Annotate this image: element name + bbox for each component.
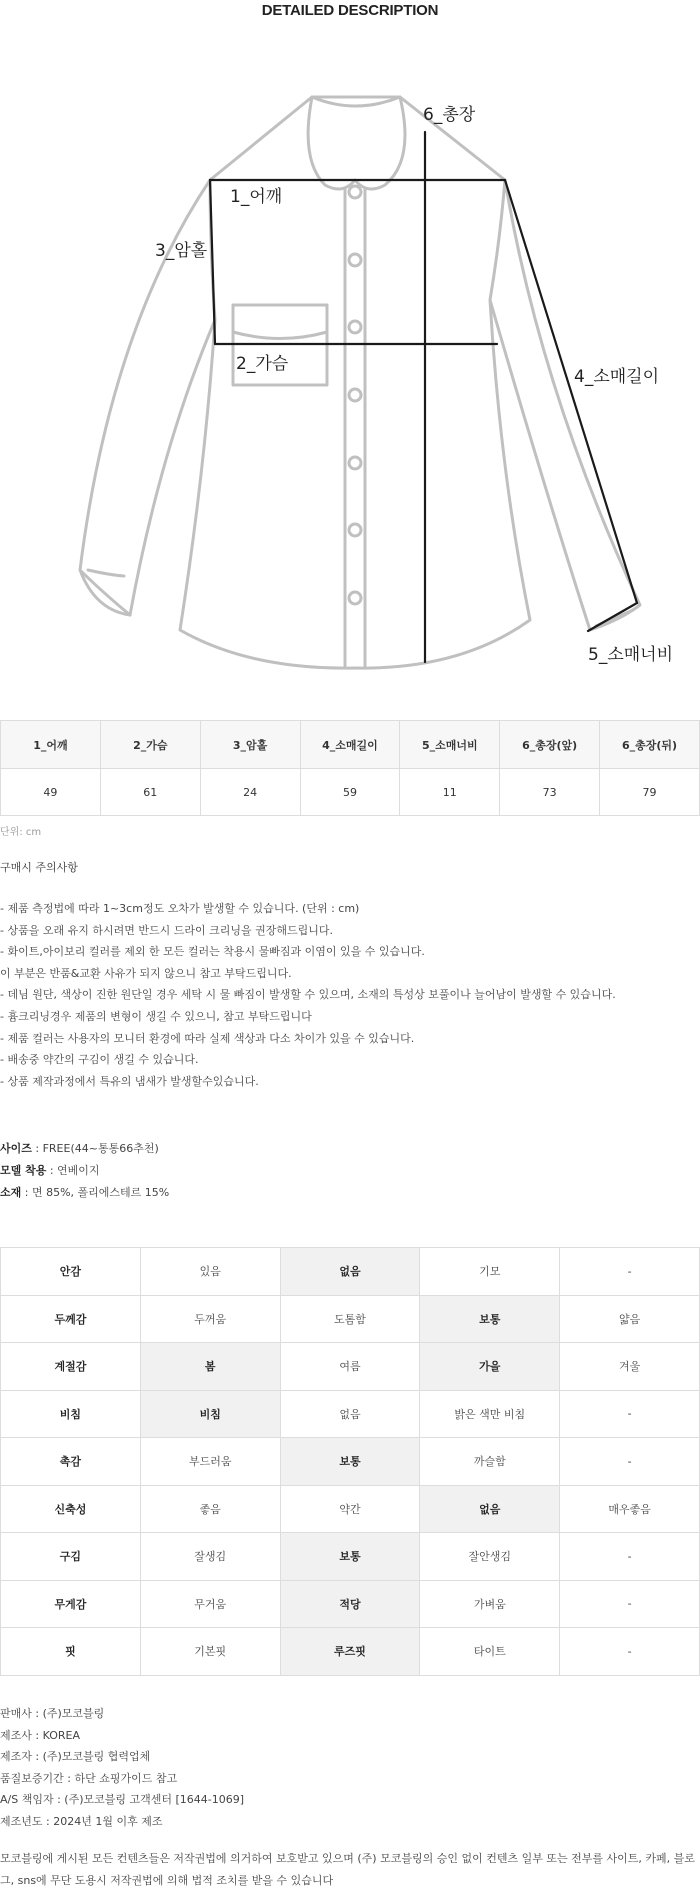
shirt-measurement-diagram (0, 70, 700, 690)
spec-material: 소재 : 면 85%, 폴리에스테르 15% (0, 1186, 170, 1199)
attribute-option: 타이트 (420, 1628, 560, 1676)
attribute-option: 기본핏 (140, 1628, 280, 1676)
attribute-option: 잘생김 (140, 1533, 280, 1581)
size-header: 6_총장(뒤) (600, 721, 700, 769)
care-note: - 제품 컬러는 사용자의 모니터 환경에 따라 실제 색상과 다소 차이가 있을 수 있습니다. (0, 1031, 415, 1045)
measure-line-sleeve-width (588, 603, 637, 631)
label-armhole: 3_암홀 (155, 241, 208, 261)
attribute-option: 기모 (420, 1248, 560, 1296)
size-header: 2_가슴 (100, 721, 200, 769)
attribute-option: 보통 (280, 1533, 420, 1581)
attribute-option: 봄 (140, 1343, 280, 1391)
spec-model: 모델 착용 : 연베이지 (0, 1164, 100, 1177)
size-table-value-row (1, 769, 700, 816)
size-value: 24 (200, 769, 300, 816)
attribute-option: 가을 (420, 1343, 560, 1391)
attribute-option: 겨울 (560, 1343, 700, 1391)
attribute-row (1, 1438, 700, 1486)
size-header: 1_어깨 (1, 721, 101, 769)
label-total-length: 6_총장 (423, 105, 476, 125)
attribute-option: - (560, 1438, 700, 1486)
attribute-row (1, 1628, 700, 1676)
attribute-option: 밝은 색만 비침 (420, 1390, 560, 1438)
care-note: - 데님 원단, 색상이 진한 원단일 경우 세탁 시 물 빠짐이 발생할 수 있으며, 소재의 특성상 보풀이나 늘어남이 발생할 수 있습니다. (0, 988, 616, 1002)
attribute-option: 좋음 (140, 1485, 280, 1533)
attribute-option: 비침 (140, 1390, 280, 1438)
size-header: 4_소매길이 (300, 721, 400, 769)
attribute-option: - (560, 1580, 700, 1628)
attribute-option: 없음 (280, 1248, 420, 1296)
size-header: 3_암홀 (200, 721, 300, 769)
care-note: - 배송중 약간의 구김이 생길 수 있습니다. (0, 1053, 199, 1067)
attribute-label: 두께감 (1, 1295, 141, 1343)
attribute-option: 두꺼움 (140, 1295, 280, 1343)
attribute-row (1, 1533, 700, 1581)
button (349, 321, 361, 333)
attribute-option: - (560, 1533, 700, 1581)
attribute-label: 무게감 (1, 1580, 141, 1628)
attribute-option: 여름 (280, 1343, 420, 1391)
button (349, 524, 361, 536)
attribute-option: 약간 (280, 1485, 420, 1533)
size-value: 79 (600, 769, 700, 816)
button (349, 389, 361, 401)
label-sleeve-width: 5_소매너비 (588, 645, 674, 665)
spec-size: 사이즈 : FREE(44~통통66추천) (0, 1142, 159, 1155)
product-spec (0, 1138, 169, 1204)
attribute-option: 있음 (140, 1248, 280, 1296)
button (349, 457, 361, 469)
care-note: - 상품 제작과정에서 특유의 냄새가 발생할수있습니다. (0, 1074, 259, 1088)
size-value: 73 (500, 769, 600, 816)
attribute-option: 보통 (420, 1295, 560, 1343)
maker-info (0, 1703, 244, 1833)
attribute-option: 적당 (280, 1580, 420, 1628)
label-sleeve-length: 4_소매길이 (574, 367, 660, 387)
attribute-option: 가벼움 (420, 1580, 560, 1628)
right-sleeve (490, 180, 640, 630)
maker-line: 제조자 : (주)모코블링 협력업체 (0, 1750, 151, 1764)
size-value: 61 (100, 769, 200, 816)
care-note: - 화이트,아이보리 컬러를 제외 한 모든 컬러는 착용시 물빠짐과 이염이 있을 수 있습니다. (0, 945, 425, 959)
attribute-option: 도톰함 (280, 1295, 420, 1343)
maker-line: 품질보증기간 : 하단 쇼핑가이드 참고 (0, 1771, 178, 1785)
care-note: - 흄크리닝경우 제품의 변형이 생길 수 있으니, 참고 부탁드립니다 (0, 1009, 312, 1023)
maker-line: 제조사 : KOREA (0, 1728, 80, 1742)
attribute-option: 매우좋음 (560, 1485, 700, 1533)
unit-note: 단위: cm (0, 827, 42, 838)
size-value: 59 (300, 769, 400, 816)
maker-line: A/S 책임자 : (주)모코블링 고객센터 [1644-1069] (0, 1793, 245, 1807)
attribute-row (1, 1390, 700, 1438)
size-header: 6_총장(앞) (500, 721, 600, 769)
attribute-row (1, 1248, 700, 1296)
label-shoulder: 1_어깨 (230, 187, 283, 207)
attribute-label: 핏 (1, 1628, 141, 1676)
attribute-label: 구김 (1, 1533, 141, 1581)
attribute-label: 안감 (1, 1248, 141, 1296)
maker-line: 판매사 : (주)모코블링 (0, 1707, 105, 1720)
attribute-option: 잘안생김 (420, 1533, 560, 1581)
attribute-label: 비침 (1, 1390, 141, 1438)
button (349, 254, 361, 266)
care-note: - 상품을 오래 유지 하시려면 반드시 드라이 크리닝을 권장해드립니다. (0, 923, 333, 937)
attribute-row (1, 1343, 700, 1391)
attribute-option: 무거움 (140, 1580, 280, 1628)
attribute-option: 보통 (280, 1438, 420, 1486)
size-value: 49 (1, 769, 101, 816)
care-notes-list (0, 898, 616, 1092)
attribute-label: 신축성 (1, 1485, 141, 1533)
attribute-option: - (560, 1390, 700, 1438)
shirt-collar (308, 97, 405, 189)
attribute-option: 까슬함 (420, 1438, 560, 1486)
attribute-option: 없음 (280, 1390, 420, 1438)
button (349, 186, 361, 198)
size-table (0, 720, 700, 816)
attribute-label: 계절감 (1, 1343, 141, 1391)
attribute-option: - (560, 1628, 700, 1676)
attribute-table (0, 1247, 700, 1676)
size-header: 5_소매너비 (400, 721, 500, 769)
size-table-header-row (1, 721, 700, 769)
care-note: - 제품 측정법에 따라 1~3cm정도 오차가 발생할 수 있습니다. (단위 : cm) (0, 902, 360, 915)
attribute-option: 얇음 (560, 1295, 700, 1343)
care-notes-title: 구매시 주의사항 (0, 861, 78, 874)
label-chest: 2_가슴 (236, 354, 289, 374)
attribute-option: 루즈핏 (280, 1628, 420, 1676)
attribute-row (1, 1485, 700, 1533)
size-value: 11 (400, 769, 500, 816)
button (349, 592, 361, 604)
attribute-option: - (560, 1248, 700, 1296)
attribute-label: 촉감 (1, 1438, 141, 1486)
attribute-row (1, 1580, 700, 1628)
page-title: DETAILED DESCRIPTION (261, 2, 439, 19)
attribute-row (1, 1295, 700, 1343)
care-note: 이 부분은 반품&교환 사유가 되지 않으니 참고 부탁드립니다. (0, 966, 292, 980)
copyright-notice: 모코블링에 게시된 모든 컨텐츠들은 저작권법에 의거하여 보호받고 있으며 (주) 모코블링의 승인 없이 컨텐츠 일부 또는 전부를 사이트, 카페, 블로그, sns에 무단 도용시 저작권법에 의해 법적 조치를 받을 수 있습니다 (0, 1852, 695, 1887)
maker-line: 제조년도 : 2024년 1월 이후 제조 (0, 1814, 163, 1828)
measure-line-sleeve-length (505, 180, 637, 603)
attribute-option: 없음 (420, 1485, 560, 1533)
attribute-option: 부드러움 (140, 1438, 280, 1486)
